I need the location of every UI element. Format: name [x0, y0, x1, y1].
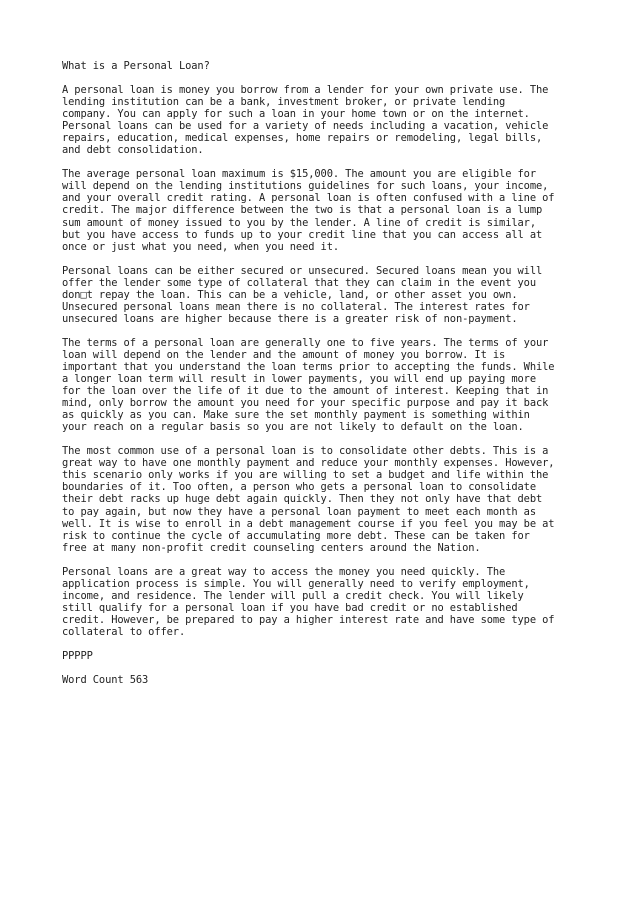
text-line: repairs, education, medical expenses, home repairs or remodeling, legal bills,	[62, 132, 543, 145]
paragraph-1	[62, 84, 582, 156]
paragraph-4	[62, 337, 582, 433]
text-line: The average personal loan maximum is $15,000. The amount you are eligible for	[62, 168, 536, 181]
text-line: Personal loans are a great way to access the money you need quickly. The	[62, 565, 506, 578]
text-line: company. You can apply for such a loan in your home town or on the internet.	[62, 108, 530, 121]
text-line: offer the lender some type of collateral that they can claim in the event you	[62, 276, 536, 289]
text-line: income, and residence. The lender will pull a credit check. You will likely	[62, 589, 524, 602]
text-line: their debt racks up huge debt again quickly. Then they not only have that debt	[62, 493, 543, 506]
text-line: unsecured loans are higher because there is a greater risk of non-payment.	[62, 312, 518, 325]
paragraph-3	[62, 265, 582, 325]
text-line: risk to continue the cycle of accumulating more debt. These can be taken for	[62, 529, 530, 542]
text-line: A personal loan is money you borrow from a lender for your own private use. The	[62, 84, 549, 97]
text-line: The terms of a personal loan are generally one to five years. The terms of your	[62, 336, 549, 349]
text-line: still qualify for a personal loan if you have bad credit or no established	[62, 601, 518, 614]
text-line: loan will depend on the lender and the amount of money you borrow. It is	[62, 348, 506, 361]
paragraph-2	[62, 168, 582, 252]
text-line: well. It is wise to enroll in a debt management course if you feel you may be at	[62, 517, 555, 530]
text-line: mind, only borrow the amount you need for your specific purpose and pay it back	[62, 397, 549, 410]
text-line: credit. However, be prepared to pay a higher interest rate and have some type of	[62, 613, 555, 626]
text-line: great way to have one monthly payment and reduce your monthly expenses. However,	[62, 457, 555, 470]
text-line: a longer loan term will result in lower payments, you will end up paying more	[62, 373, 536, 386]
paragraph-5	[62, 445, 582, 553]
section-marker: PPPPP	[62, 649, 93, 662]
text-line: free at many non-profit credit counseling centers around the Nation.	[62, 541, 481, 554]
text-line: your reach on a regular basis so you are not likely to default on the loan.	[62, 421, 524, 434]
text-line: for the loan over the life of it due to the amount of interest. Keeping that in	[62, 385, 549, 398]
text-line: boundaries of it. Too often, a person who gets a personal loan to consolidate	[62, 481, 536, 494]
text-line: Personal loans can be used for a variety of needs including a vacation, vehicle	[62, 120, 549, 133]
text-line: Personal loans can be either secured or unsecured. Secured loans mean you will	[62, 264, 543, 277]
text-line: and debt consolidation.	[62, 144, 204, 157]
text-line: The most common use of a personal loan is to consolidate other debts. This is a	[62, 445, 549, 458]
document-body	[62, 60, 582, 698]
text-line: don□t repay the loan. This can be a vehicle, land, or other asset you own.	[62, 288, 518, 301]
text-line: to pay again, but now they have a personal loan payment to meet each month as	[62, 505, 536, 518]
word-count: Word Count 563	[62, 674, 149, 687]
text-line: will depend on the lending institutions guidelines for such loans, your income,	[62, 180, 549, 193]
text-line: Unsecured personal loans mean there is no collateral. The interest rates for	[62, 300, 530, 313]
text-line: collateral to offer.	[62, 625, 186, 638]
text-line: but you have access to funds up to your credit line that you can access all at	[62, 228, 543, 241]
text-line: as quickly as you can. Make sure the set monthly payment is something within	[62, 409, 530, 422]
text-line: lending institution can be a bank, investment broker, or private lending	[62, 96, 506, 109]
text-line: once or just what you need, when you need it.	[62, 240, 340, 253]
text-line: important that you understand the loan terms prior to accepting the funds. While	[62, 360, 555, 373]
text-line: application process is simple. You will generally need to verify employment,	[62, 577, 530, 590]
text-line: credit. The major difference between the two is that a personal loan is a lump	[62, 204, 543, 217]
paragraph-6	[62, 566, 582, 638]
text-line: and your overall credit rating. A personal loan is often confused with a line of	[62, 192, 555, 205]
document-title: What is a Personal Loan?	[62, 60, 210, 72]
text-line: sum amount of money issued to you by the lender. A line of credit is similar,	[62, 216, 536, 229]
text-line: this scenario only works if you are willing to set a budget and life within the	[62, 469, 549, 482]
